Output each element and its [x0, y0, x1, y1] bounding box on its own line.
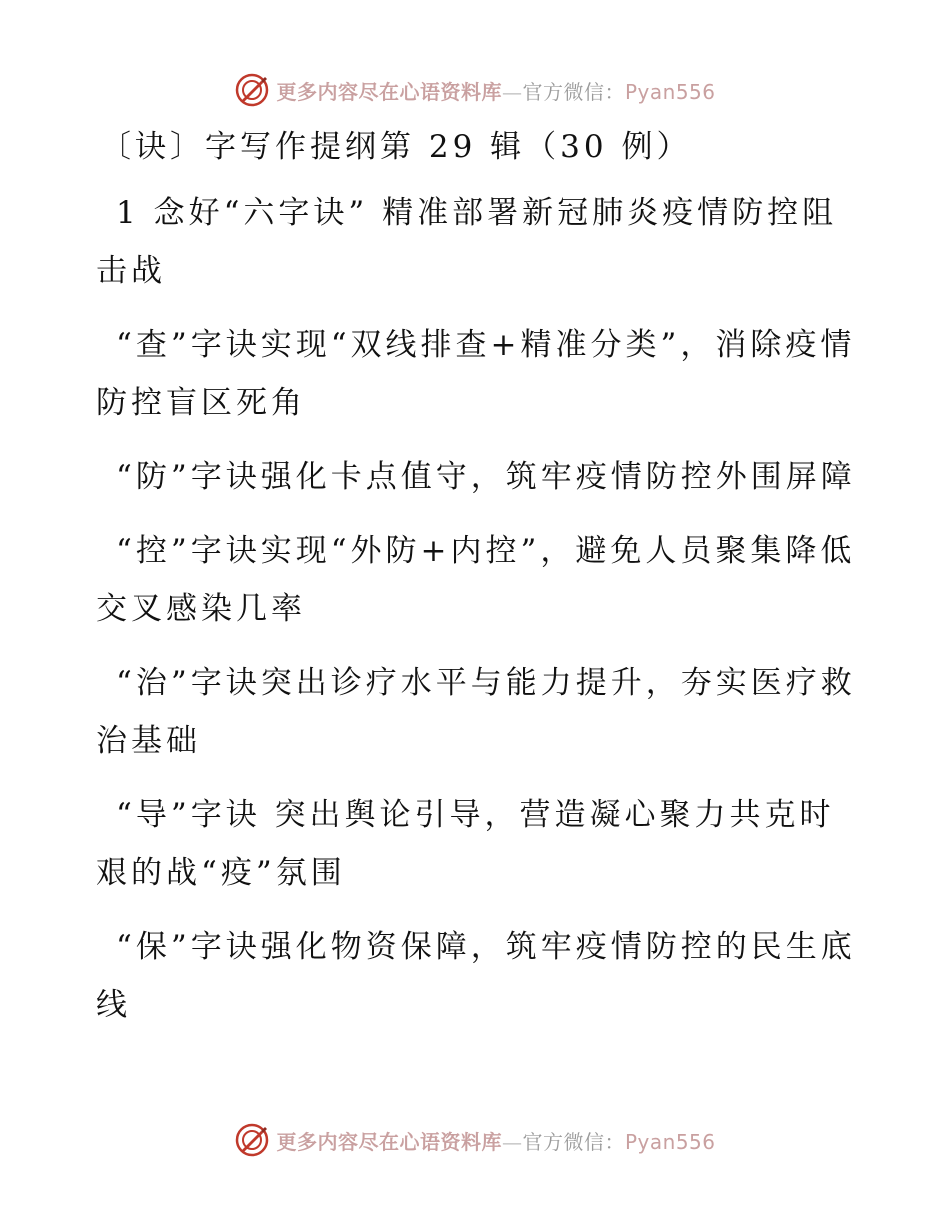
- watermark-logo-icon: [234, 72, 270, 108]
- footer-watermark: [0, 1118, 950, 1162]
- watermark-logo-icon: [234, 1122, 270, 1158]
- watermark-text: 更多内容尽在心语资料库—官方微信：Pyan556: [276, 79, 716, 104]
- outline-item-2: “查”字诀实现“双线排查+精准分类”，消除疫情防控盲区死角: [96, 327, 856, 421]
- outline-item-7: “保”字诀强化物资保障，筑牢疫情防控的民生底线: [96, 929, 856, 1023]
- outline-item-4: “控”字诀实现“外防+内控”，避免人员聚集降低交叉感染几率: [96, 533, 856, 627]
- watermark-text: 更多内容尽在心语资料库—官方微信：Pyan556: [276, 1129, 716, 1154]
- header-watermark: [0, 68, 950, 112]
- outline-item-6: “导”字诀 突出舆论引导，营造凝心聚力共克时艰的战“疫”氛围: [96, 797, 835, 891]
- document-title: 〔诀〕字写作提纲第 29 辑（30 例）: [100, 129, 692, 165]
- outline-item-5: “治”字诀突出诊疗水平与能力提升，夯实医疗救治基础: [96, 665, 856, 759]
- outline-item-1: 1 念好“六字诀” 精准部署新冠肺炎疫情防控阻击战: [96, 195, 838, 289]
- document-body: [96, 118, 856, 1050]
- outline-item-3: “防”字诀强化卡点值守，筑牢疫情防控外围屏障: [116, 459, 856, 495]
